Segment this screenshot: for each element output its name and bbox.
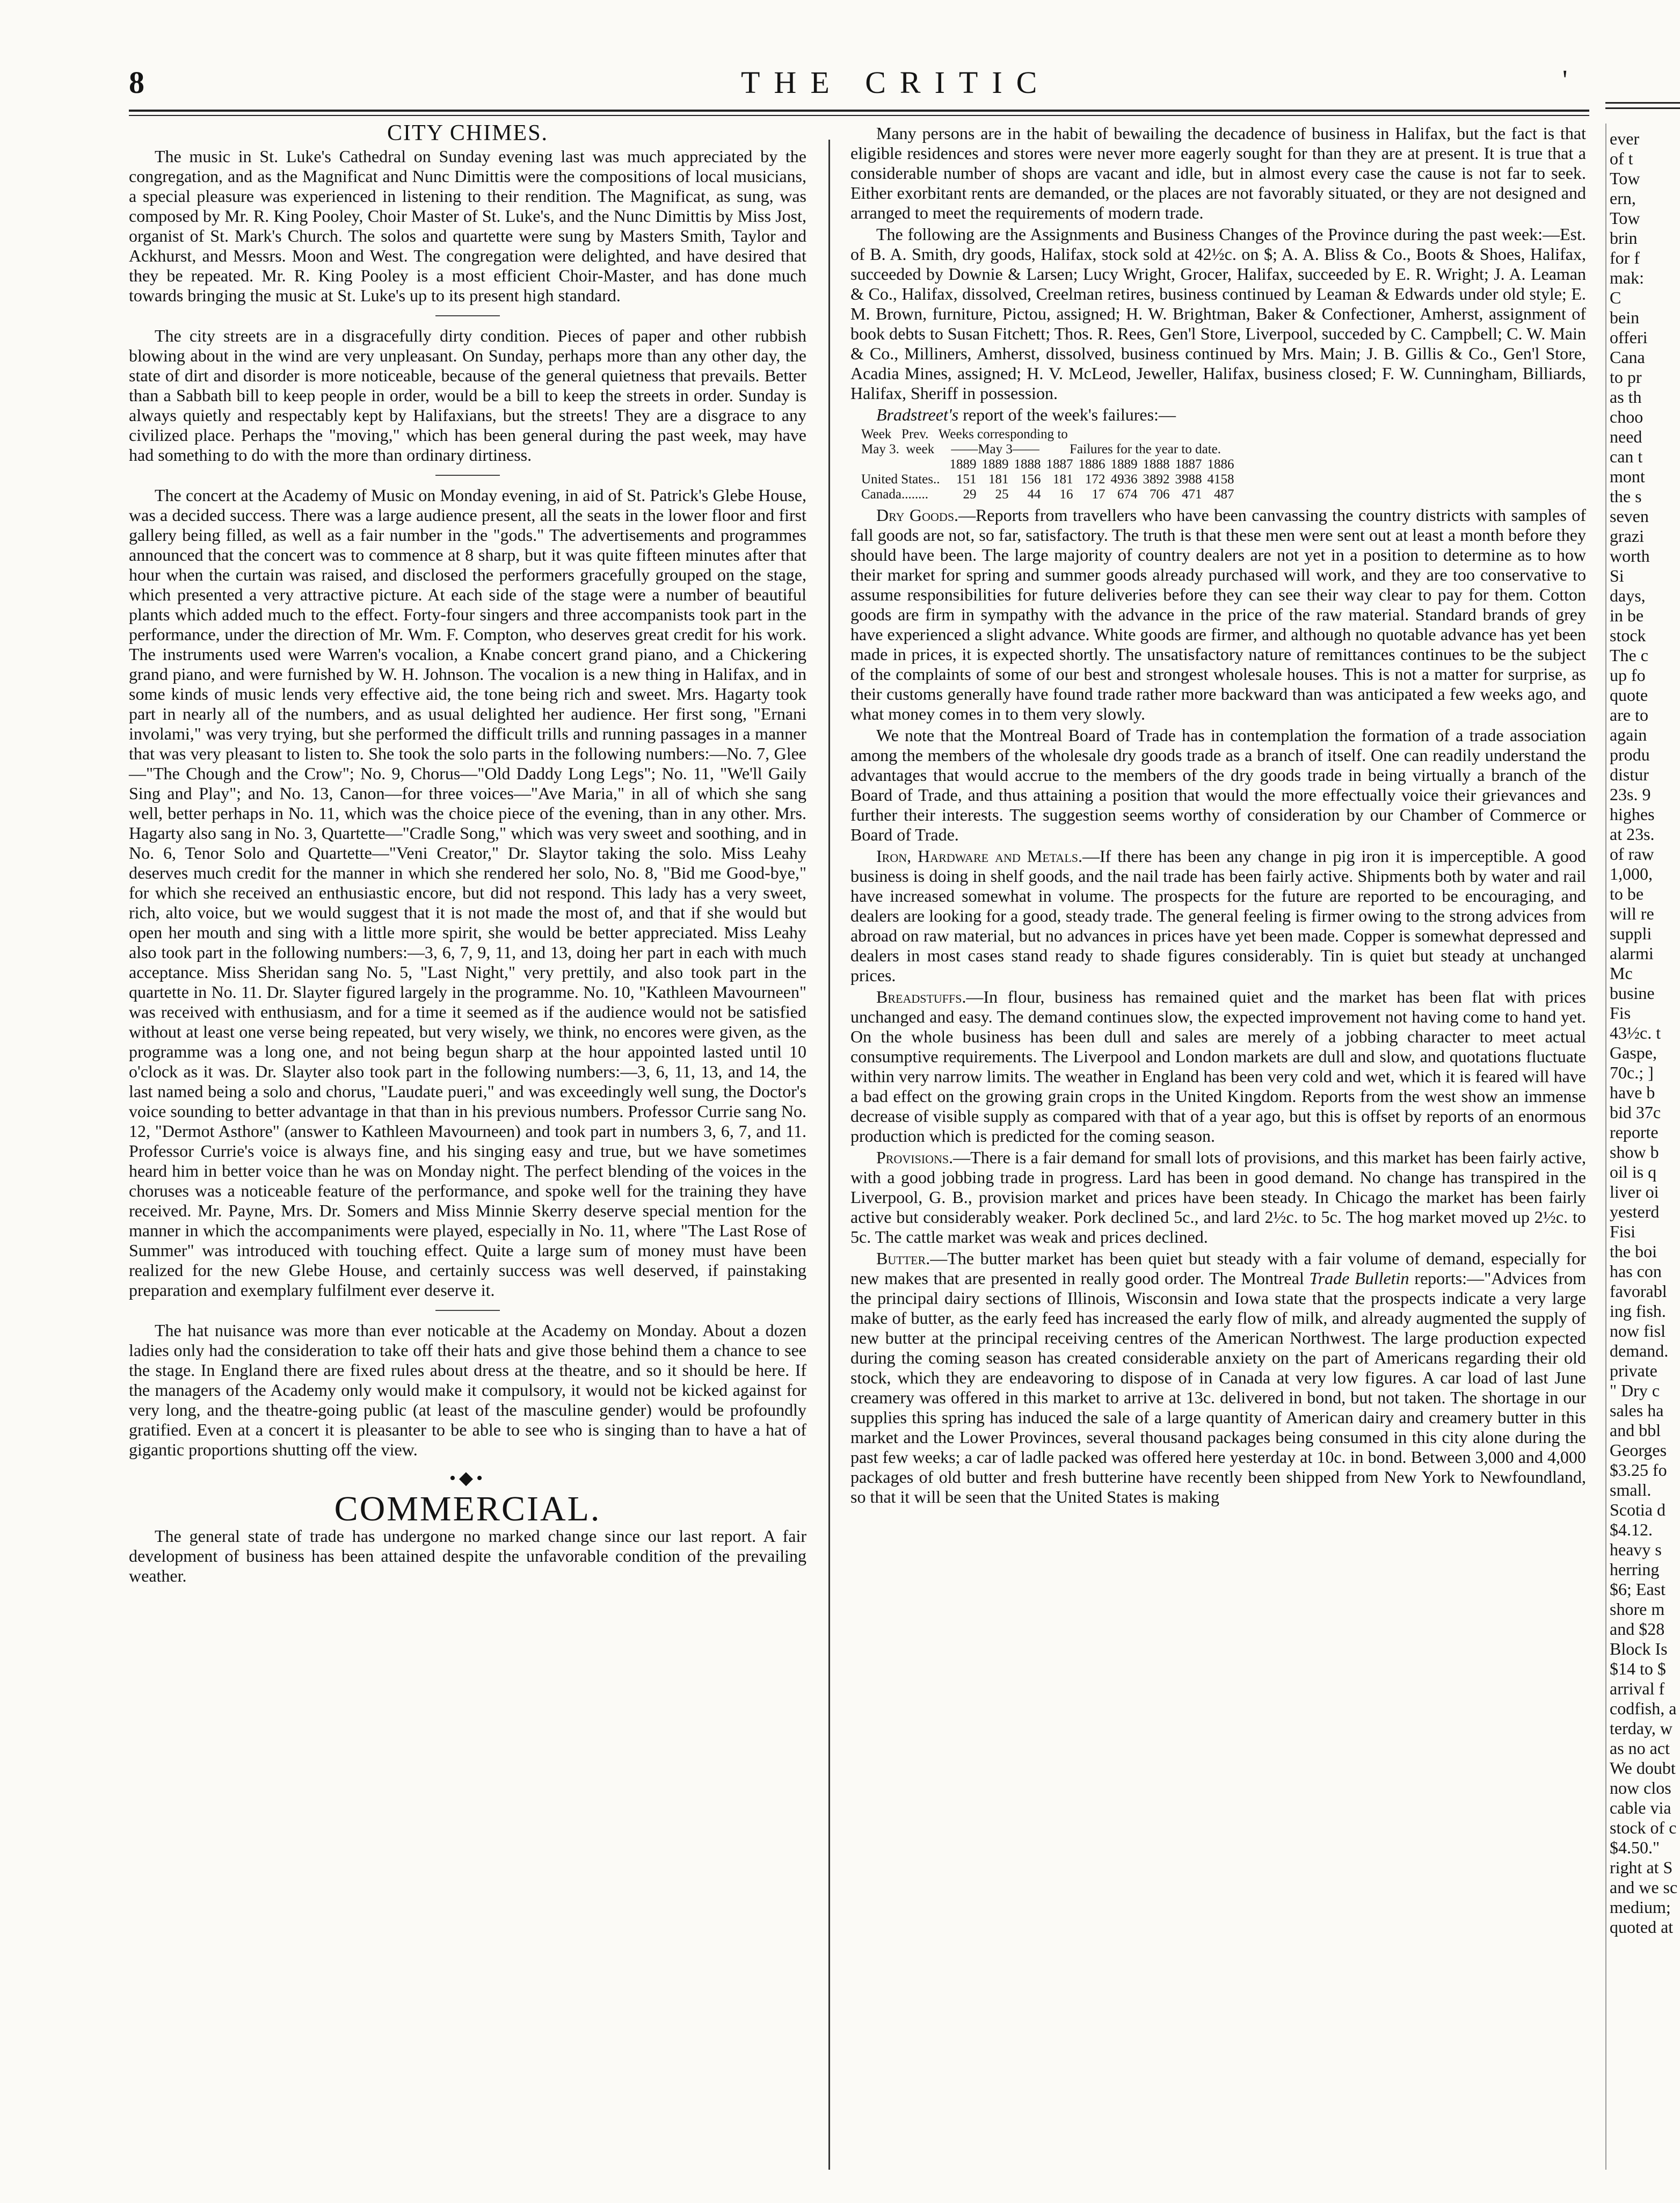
fragment-line: quote — [1610, 685, 1648, 705]
fragment-line: and $28 — [1610, 1619, 1665, 1639]
fragment-line: private — [1610, 1361, 1657, 1380]
fragment-line: stock — [1610, 626, 1646, 645]
divider — [435, 1310, 500, 1311]
fragment-line: oil is q — [1610, 1162, 1657, 1182]
bradstreet-name: Bradstreet's — [876, 405, 959, 424]
iron-label: Iron, Hardware and Metals. — [876, 846, 1082, 866]
fragment-line: C — [1610, 288, 1621, 307]
fragment-line: quoted at — [1610, 1917, 1674, 1937]
fragment-line: suppli — [1610, 924, 1652, 943]
fragment-line: " Dry c — [1610, 1381, 1660, 1400]
year-cell: 1889 — [981, 457, 1009, 472]
fragment-line: cable via — [1610, 1798, 1671, 1817]
year-cell: 1887 — [1046, 457, 1073, 472]
paper-title: THE CRITIC — [741, 65, 1051, 100]
breadstuffs-label: Breadstuffs. — [876, 987, 966, 1006]
fragment-line: $4.12. — [1610, 1520, 1653, 1539]
divider — [435, 315, 500, 316]
masthead — [129, 64, 1589, 102]
year-cell: 1889 — [949, 457, 977, 472]
paragraph-bradstreet — [850, 405, 1586, 425]
paragraph-hat-nuisance: The hat nuisance was more than ever noticable at the Academy on Monday. About a dozen ladies only had the consideration to take off their hats and give those behind them a chance to see the stage. In England there are fixed rules about dress at the theatre, and so it should be here. If the managers of the Academy only would make it compulsory, it would not be kicked against for very long, and the theatre-going public (at least of the masculine gender) would be profoundly gratified. Even at a concert it is pleasanter to be able to see who is singing than to have a hat of gigantic proportions shutting off the view. — [129, 1321, 806, 1459]
table-cell: 706 — [1150, 487, 1170, 502]
fragment-line: have b — [1610, 1083, 1655, 1102]
ornament-divider: •◆• — [449, 1468, 486, 1488]
fragment-line: stock of c — [1610, 1818, 1677, 1837]
fragment-line: 23s. 9 — [1610, 785, 1651, 804]
paragraph-concert: The concert at the Academy of Music on Monday evening, in aid of St. Patrick's Glebe House, was a decided success. There was a large audience present, all the seats in the lower floor and first gallery being filled, as well as a fair number in the "gods." The advertisements and programmes announced that the concert was to commence at 8 sharp, but it was quite fifteen minutes after that hour when the curtain was raised, and disclosed the performers gracefully grouped on the stage, which presented a very attractive picture. At each side of the stage were a number of beautiful plants which added much to the effect. Forty-four singers and three accompanists took part in the performance, under the direction of Mr. Wm. F. Compton, who deserves great credit for his work. The instruments used were Warren's vocalion, a Knabe concert grand piano, and a Chickering grand piano, and were furnished by W. H. Johnson. The vocalion is a new thing in Halifax, and in some kinds of music lends very effective aid, the tone being rich and sweet. Mrs. Hagarty took part in nearly all of the numbers, and as usual delighted her audience. Her first song, "Ernani involami," was very trying, but she performed the difficult trills and running passages in a manner that was very pleasant to listen to. She took the solo parts in the following numbers:—No. 7, Glee—"The Chough and the Crow"; No. 9, Chorus—"Old Daddy Long Legs"; No. 11, "We'll Gaily Sing and Play"; and No. 13, Canon—for three voices—"Ave Maria," in all of which she sang well, better perhaps in No. 11, which was the choice piece of the evening, than in any other. Mrs. Hagarty also sang in No. 3, Quartette—"Cradle Song," which was very sweet and soothing, and in No. 6, Tenor Solo and Quartette—"Veni Creator," Dr. Slaytor taking the solo. Miss Leahy deserves much credit for the manner in which she rendered her solo, No. 8, "Bid me Good-bye," for which she received an enthusiastic encore, but did not respond. This lady has a very sweet, rich, alto voice, but we would suggest that it is not made the most of, and that if she would but open her mouth and sing with a little more spirit, she would be better appreciated. Miss Leahy also took part in the following numbers:—3, 6, 7, 9, 11, and 13, doing her part in each with much acceptance. Miss Sheridan sang No. 5, "Last Night," very prettily, and also took part in the quartette in No. 11. Dr. Slayter figured largely in the programme. No. 10, "Kathleen Mavourneen" was received with enthusiasm, and for a time it seemed as if the audience would not be satisfied without at least one verse being repeated, but very wisely, we think, no encores were given, as the programme was a long one, and not being begun sharp at the hour appointed lasted until 10 o'clock as it was. Dr. Slayter also took part in the following numbers:—3, 6, 11, 13, and 14, the last named being a solo and chorus, "Laudate pueri," and was exceedingly well sung, the Doctor's voice sounding to better advantage in that than in his previous numbers. Professor Currie sang No. 12, "Dermot Asthore" (answer to Kathleen Mavourneen) and took part in numbers 3, 6, 7, and 11. Professor Currie's voice is always fine, and his singing easy and true, but we have sometimes heard him in better voice than he was on Monday night. The perfect blending of the voices in the choruses was a noticeable feature of the performance, and spoke well for the training they have received. Mr. Payne, Mrs. Dr. Somers and Miss Minnie Skerry deserve special mention for the manner in which the accompaniments were played, especially in No. 11, where "The Last Rose of Summer" was introduced with touching effect. Quite a large sum of money must have been realized for the new Glebe House, and certainly success was well deserved, if painstaking preparation and exemplary fulfilment ever deserve it. — [129, 485, 806, 1300]
fragment-line: can t — [1610, 447, 1643, 466]
fragment-line: to pr — [1610, 367, 1642, 387]
table-cell: 17 — [1092, 487, 1106, 502]
fragment-line: medium; — [1610, 1897, 1671, 1917]
dry-goods-label: Dry Goods. — [876, 505, 959, 525]
middle-column — [850, 124, 1586, 1507]
fragment-line: Tow — [1610, 208, 1640, 228]
fragment-line: show b — [1610, 1142, 1659, 1162]
fragment-line: Gaspe, — [1610, 1043, 1657, 1062]
year-cell: 1886 — [1207, 457, 1234, 472]
fragment-line: up fo — [1610, 665, 1646, 685]
page-number: 8 — [129, 65, 144, 100]
fragment-line: offeri — [1610, 328, 1648, 347]
year-cell: 1886 — [1078, 457, 1106, 472]
fragment-line: We doubt — [1610, 1758, 1676, 1778]
fragment-line: terday, w — [1610, 1719, 1672, 1738]
column-divider — [828, 140, 830, 2170]
table-cell: 44 — [1027, 487, 1041, 502]
commercial-heading: COMMERCIAL. — [334, 1489, 601, 1528]
table-cell: 151 — [956, 472, 977, 487]
table-row — [861, 487, 1240, 502]
paragraph-trade-state: The general state of trade has undergone no marked change since our last report. A fair development of business has been attained despite the unfavorable condition of the prevailing weather. — [129, 1526, 806, 1585]
divider — [435, 475, 500, 476]
column-divider — [1605, 124, 1606, 2170]
fragment-line: seven — [1610, 506, 1649, 526]
fragment-line: Fisi — [1610, 1222, 1636, 1241]
fragment-line: now fisl — [1610, 1321, 1666, 1340]
row-label: Canada........ — [861, 487, 928, 502]
fragment-line: will re — [1610, 904, 1654, 923]
fragment-line: $4.50." — [1610, 1838, 1660, 1857]
fragment-line: Block Is — [1610, 1639, 1668, 1658]
paragraph-assignments: The following are the Assignments and Business Changes of the Province during the past week:—Est. of B. A. Smith, dry goods, Halifax, stock sold at 42½c. on $; A. A. Bliss & Co., Boots & Shoes, Halifax, succeeded by Downie & Larsen; Lucy Wright, Grocer, Halifax, succeeded by E. R. Wright; J. A. Leaman & Co., Halifax, dissolved, Creelman retires, business continued by Leaman & Edwards under old style; E. M. Brown, furniture, Pictou, assigned; H. W. Brightman, Baker & Confectioner, Amherst, assignment of book debts to Susan Fitchett; Thos. R. Rees, Gen'l Store, Liverpool, succeded by C. Campbell; C. W. Main & Co., Milliners, Amherst, dissolved, business continued by Mrs. Main; J. B. Gillis & Co., Gen'l Store, Acadia Mines, assigned; H. V. McLeod, Jeweller, Halifax, business closed; F. W. Cunningham, Billiards, Halifax, Sheriff in possession. — [850, 224, 1586, 403]
table-cell: 3892 — [1143, 472, 1170, 487]
table-cell: 3988 — [1175, 472, 1202, 487]
table-row — [861, 457, 1240, 472]
fragment-line: The c — [1610, 646, 1648, 665]
fragment-line: herring — [1610, 1560, 1660, 1579]
table-cell: 471 — [1182, 487, 1202, 502]
right-column-fragment — [1610, 129, 1679, 1937]
table-cell: 674 — [1117, 487, 1138, 502]
fragment-line: busine — [1610, 983, 1655, 1003]
fragment-line: the s — [1610, 487, 1642, 506]
fragment-line: ern, — [1610, 189, 1636, 208]
fragment-line: to be — [1610, 884, 1644, 903]
table-cell: 16 — [1059, 487, 1073, 502]
failures-table-header: Week Prev. Weeks corresponding to — [861, 427, 1068, 441]
masthead-rule — [129, 110, 1589, 112]
paragraph-iron: Iron, Hardware and Metals.—If there has been any change in pig iron it is imperceptible. A good business is doing in shelf goods, and the nail trade has been fairly active. Shipments both by water and rail have increased somewhat in volume. The prospects for the future are reported to be encouraging, and dealers are looking for a good, steady trade. The general feeling is firmer owing to the strong advices from abroad on raw material, but no advances in prices have yet been made. Copper is somewhat depressed and dealers in most cases stand ready to shade figures considerably. Tin is quiet but steady at unchanged prices. — [850, 846, 1586, 985]
table-cell: 172 — [1085, 472, 1106, 487]
year-cell: 1887 — [1175, 457, 1202, 472]
year-cell: 1888 — [1014, 457, 1041, 472]
city-chimes-heading: CITY CHIMES. — [387, 121, 549, 146]
paragraph-church-music: The music in St. Luke's Cathedral on Sunday evening last was much appreciated by the congregation, and as the Magnificat and Nunc Dimittis were the compositions of local musicians, a special pleasure was experienced in listening to their rendition. The Magnificat, as sung, was composed by Mr. R. King Pooley, Choir Master of St. Luke's, and the Nunc Dimittis by Miss Jost, organist of St. Mark's Church. The solos and quartette were sung by Masters Smith, Taylor and Ackhurst, and Messrs. Moon and West. The congregation were delighted, and have desired that they be repeated. Mr. R. King Pooley is a most efficient Choir-Master, and has done much towards bringing the music at St. Luke's up to its present high standard. — [129, 147, 806, 305]
paragraph-dirty-streets: The city streets are in a disgracefully dirty condition. Pieces of paper and other rubbish blowing about in the wind are very unpleasant. On Sunday, perhaps more than any other day, the state of dirt and disorder is more noticeable, because of the general quietness that prevails. Better than a Sabbath bill to keep people in order, would be a bill to keep the streets in order. Sunday is always quietly and respectably kept by Halifaxians, but the streets! They are a disgrace to any civilized place. Perhaps the "moving," which has been general during the past week, may have had something to do with the more than ordinary dirtiness. — [129, 326, 806, 465]
fragment-line: bid 37c — [1610, 1103, 1661, 1122]
fragment-line: Georges — [1610, 1440, 1667, 1460]
table-cell: 4936 — [1110, 472, 1138, 487]
fragment-line: of raw — [1610, 844, 1654, 864]
fragment-line: favorabl — [1610, 1281, 1667, 1301]
fragment-line: of t — [1610, 149, 1633, 168]
year-cell: 1889 — [1110, 457, 1138, 472]
left-column — [129, 121, 806, 1586]
row-label: United States.. — [861, 472, 940, 487]
fragment-line: Mc — [1610, 963, 1633, 983]
fragment-line: need — [1610, 427, 1642, 446]
fragment-line: for f — [1610, 248, 1640, 267]
fragment-line: reporte — [1610, 1122, 1659, 1142]
paragraph-breadstuffs: Breadstuffs.—In flour, business has remained quiet and the market has been flat with prices unchanged and easy. The demand continues slow, the expected improvement not having come to hand yet. On the whole business has been dull and sales are merely of a jobbing character to meet actual consumptive requirements. The Liverpool and London markets are dull and slow, and quotations fluctuate within very narrow limits. The weather in England has been very cold and wet, which it is feared will have a bad effect on the growing grain crops in the United Kingdom. Reports from the west show an immense decrease of visible supply as compared with that of a year ago, but this is offset by reports of an enormous production which is predicted for the coming season. — [850, 987, 1586, 1146]
year-cell: 1888 — [1143, 457, 1170, 472]
fragment-line: worth — [1610, 546, 1650, 566]
fragment-rule — [1605, 107, 1680, 109]
fragment-line: codfish, a — [1610, 1699, 1677, 1718]
bradstreet-text: report of the week's failures:— — [958, 405, 1176, 424]
fragment-rule — [1605, 102, 1680, 104]
table-row — [861, 472, 1240, 487]
fragment-line: as no act — [1610, 1738, 1670, 1758]
fragment-line: liver oi — [1610, 1182, 1659, 1201]
fragment-line: distur — [1610, 765, 1649, 784]
fragment-line: arrival f — [1610, 1679, 1665, 1698]
fragment-line: days, — [1610, 586, 1646, 605]
masthead-rule-thin — [129, 115, 1589, 116]
fragment-line: ing fish. — [1610, 1301, 1666, 1321]
fragment-line: 70c.; ] — [1610, 1063, 1654, 1082]
table-cell: 4158 — [1207, 472, 1234, 487]
provisions-label: Provisions. — [876, 1148, 954, 1167]
paragraph-dry-goods: Dry Goods.—Reports from travellers who have been canvassing the country districts with samples of fall goods are not, so far, satisfactory. The truth is that these men were sent out at least a month before they should have been. The large majority of country dealers are not yet in a position to determine as to how their market for spring and summer goods already purchased will work, and they are too conservative to assume responsibilities for future deliveries before they can see their way clear to pay for them. Cotton goods are firm in sympathy with the advance in the price of the raw material. Standard brands of grey have experienced a slight advance. White goods are firmer, and although no quotable advance has yet been made in prices, it is expected shortly. The unsatisfactory nature of remittances continues to be the subject of the complaints of some of our best and strongest wholesale houses. This is not a matter for surprise, as their customs generally have found trade rather more backward than was anticipated a few weeks ago, and what money comes in to them very slowly. — [850, 505, 1587, 723]
table-cell: 181 — [1053, 472, 1073, 487]
table-cell: 156 — [1021, 472, 1041, 487]
fragment-line: yesterd — [1610, 1202, 1660, 1221]
fragment-line: ever — [1610, 129, 1640, 148]
trade-bulletin-name: Trade Bulletin — [1309, 1269, 1409, 1288]
fragment-line: alarmi — [1610, 944, 1654, 963]
table-cell: 25 — [995, 487, 1009, 502]
table-cell: 181 — [988, 472, 1009, 487]
fragment-line: bein — [1610, 308, 1640, 327]
fragment-line: highes — [1610, 805, 1655, 824]
fragment-line: now clos — [1610, 1778, 1671, 1798]
fragment-line: has con — [1610, 1262, 1662, 1281]
fragment-line: Si — [1610, 566, 1624, 585]
butter-label: Butter. — [876, 1249, 930, 1268]
failures-table — [861, 427, 1586, 502]
fragment-line: heavy s — [1610, 1540, 1662, 1559]
paragraph-business-decadence: Many persons are in the habit of bewailing the decadence of business in Halifax, but the fact is that eligible residences and stores were never more eagerly sought for than they are at present. It is true that a considerable number of shops are vacant and idle, but in almost every case the cause is not far to seek. Either exorbitant rents are demanded, or the places are not favorably situated, or they are not designed and arranged to meet the requirements of modern trade. — [850, 124, 1586, 222]
fragment-line: 43½c. t — [1610, 1023, 1661, 1042]
fragment-line: sales ha — [1610, 1401, 1664, 1420]
fragment-line: in be — [1610, 606, 1644, 625]
fragment-line: Scotia d — [1610, 1500, 1666, 1519]
fragment-line: shore m — [1610, 1599, 1665, 1619]
fragment-line: $14 to $ — [1610, 1659, 1666, 1678]
table-cell: 487 — [1214, 487, 1234, 502]
fragment-line: $3.25 fo — [1610, 1460, 1667, 1480]
fragment-line: demand. — [1610, 1341, 1669, 1360]
fragment-line: and bbl — [1610, 1421, 1661, 1440]
fragment-line: Fis — [1610, 1003, 1631, 1023]
fragment-line: choo — [1610, 407, 1643, 426]
fragment-line: produ — [1610, 745, 1650, 764]
fragment-line: 1,000, — [1610, 864, 1653, 883]
fragment-line: grazi — [1610, 526, 1644, 546]
paragraph-provisions: Provisions.—There is a fair demand for small lots of provisions, and this market has been fairly active, with a good jobbing trade in progress. Lard has been in good demand. No change has transpired in the Liverpool, G. B., provision market and prices have been steady. In Chicago the market has been fairly active but considerably weaker. Pork declined 5c., and lard 2½c. to 5c. The hog market moved up 2½c. to 5c. The cattle market was weak and prices declined. — [850, 1148, 1586, 1247]
fragment-line: as th — [1610, 387, 1642, 407]
fragment-line: and we sc — [1610, 1878, 1678, 1897]
fragment-line: Tow — [1610, 169, 1640, 188]
fragment-line: again — [1610, 725, 1647, 744]
fragment-line: at 23s. — [1610, 824, 1655, 844]
fragment-line: brin — [1610, 228, 1638, 248]
fragment-line: small. — [1610, 1480, 1652, 1499]
fragment-line: right at S — [1610, 1858, 1673, 1877]
fragment-line: mont — [1610, 467, 1645, 486]
paragraph-board-of-trade: We note that the Montreal Board of Trade has in contemplation the formation of a trade association among the members of the wholesale dry goods trade as a branch of itself. One can readily understand the advantages that would accrue to the members of the dry goods trade in being virtually a branch of the Board of Trade, and thus attaining a position that would the more effectually voice their grievances and further their interests. The suggestion seems worthy of consideration by our Chamber of Commerce or Board of Trade. — [850, 726, 1586, 844]
fragment-line: are to — [1610, 705, 1648, 724]
fragment-line: mak: — [1610, 268, 1644, 287]
table-cell: 29 — [963, 487, 977, 502]
failures-table-header: May 3. week ——May 3—— Failures for the year to date. — [861, 442, 1221, 456]
paragraph-butter: Butter.—The butter market has been quiet but steady with a fair volume of demand, especially for new makes that are presented in really good order. The Montreal Trade Bulletin reports:—"Advices from the principal dairy sections of Illinois, Wisconsin and Iowa state that the prospects indicate a very large make of butter, as the early feed has increased the early flow of milk, and already augmented the supply of new butter at the principal receiving centres of the American Northwest. The large production expected during the coming season has created considerable anxiety on the part of Americans regarding their old stock, which they are endeavoring to dispose of in Canada at very low figures. A car load of last June creamery was offered in this market to arrive at 13c. delivered in bond, but not taken. The shortage in our supplies this spring has induced the sale of a large quantity of American dairy and creamery butter in this market and the Lower Provinces, several thousand packages being consumed in this city alone during the past few weeks; a car of ladle packed was offered here yesterday at 10c. in bond. Between 3,000 and 4,000 packages of old butter and fresh butterine have recently been shipped from New York to Newfoundland, so that it will be seen that the United States is making — [850, 1249, 1587, 1506]
fragment-line: Cana — [1610, 347, 1645, 367]
fragment-line: $6; East — [1610, 1579, 1666, 1599]
fragment-line: the boi — [1610, 1242, 1657, 1261]
edge-mark: ' — [1562, 65, 1568, 96]
